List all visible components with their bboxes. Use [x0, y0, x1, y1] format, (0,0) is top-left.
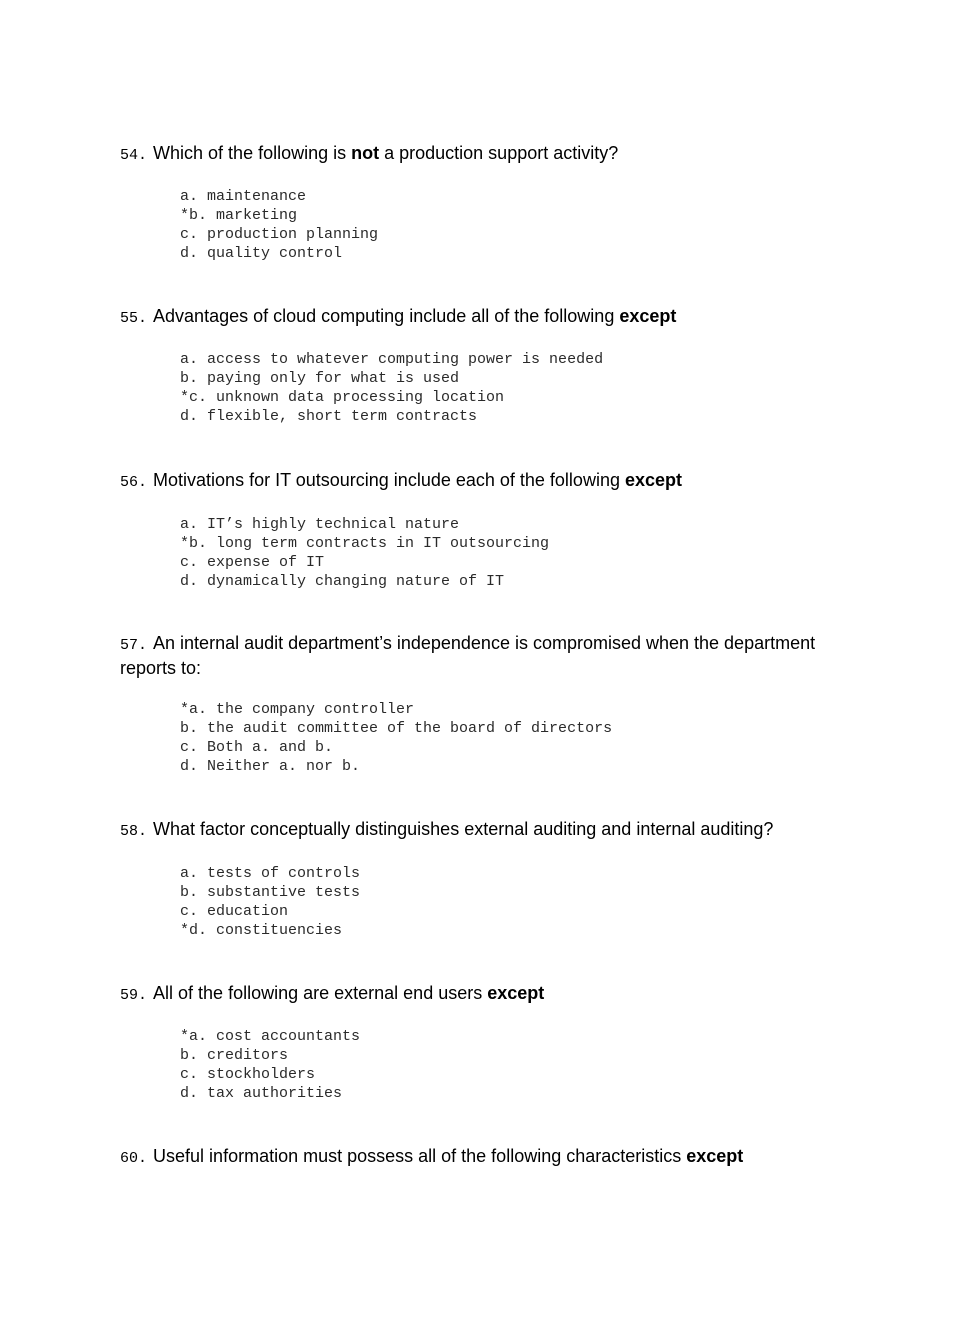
option-list	[180, 515, 840, 591]
question-number-dot: .	[138, 823, 148, 840]
question-emphasis: except	[487, 983, 545, 1003]
question-number-dot: .	[138, 310, 148, 327]
question-number-dot: .	[138, 1150, 148, 1167]
question-text: Useful information must possess all of the following characteristics	[153, 1146, 687, 1166]
option-d: *d. constituencies	[180, 922, 343, 939]
question-number: 54	[120, 147, 139, 164]
question-emphasis: except	[624, 470, 683, 490]
question-number: 59	[120, 987, 139, 1004]
question-emphasis: not	[351, 143, 380, 163]
option-c: c. stockholders	[180, 1066, 316, 1083]
question-stem	[120, 469, 840, 494]
option-d: d. tax authorities	[180, 1085, 343, 1102]
question-number: 58	[120, 823, 139, 840]
option-d: d. dynamically changing nature of IT	[180, 573, 505, 590]
question-text: Motivations for IT outsourcing include each of the following	[153, 470, 625, 490]
option-a: *a. the company controller	[180, 701, 415, 718]
question-stem	[120, 632, 840, 679]
option-list	[180, 1027, 840, 1103]
question-stem	[120, 305, 840, 330]
question-text: All of the following are external end users	[153, 983, 488, 1003]
question-number: 55	[120, 310, 139, 327]
option-list	[180, 350, 840, 426]
question-55	[120, 305, 840, 426]
option-a: a. access to whatever computing power is needed	[180, 351, 604, 368]
option-a: a. IT’s highly technical nature	[180, 516, 460, 533]
question-stem	[120, 982, 840, 1007]
option-c: c. production planning	[180, 226, 379, 243]
question-text-end: a production support activity?	[379, 143, 619, 163]
question-54	[120, 142, 840, 263]
option-a: *a. cost accountants	[180, 1028, 361, 1045]
question-stem	[120, 818, 840, 843]
question-stem	[120, 1145, 840, 1170]
question-56	[120, 469, 840, 591]
question-number: 57	[120, 637, 139, 654]
question-stem	[120, 142, 840, 167]
question-text: An internal audit department’s independence is compromised when the department reports to:	[120, 633, 816, 678]
option-b: b. creditors	[180, 1047, 289, 1064]
option-list	[180, 864, 840, 940]
option-b: *b. marketing	[180, 207, 298, 224]
option-a: a. maintenance	[180, 188, 307, 205]
option-b: b. paying only for what is used	[180, 370, 460, 387]
option-list	[180, 700, 840, 776]
option-d: d. Neither a. nor b.	[180, 758, 361, 775]
question-number: 60	[120, 1150, 139, 1167]
option-list	[180, 187, 840, 263]
option-c: *c. unknown data processing location	[180, 389, 505, 406]
question-58	[120, 818, 840, 940]
question-text: What factor conceptually distinguishes external auditing and internal auditing?	[153, 819, 774, 839]
question-number-dot: .	[138, 987, 148, 1004]
option-d: d. quality control	[180, 245, 343, 262]
question-57	[120, 632, 840, 776]
question-number: 56	[120, 474, 139, 491]
option-c: c. expense of IT	[180, 554, 325, 571]
question-60	[120, 1145, 840, 1170]
question-emphasis: except	[619, 306, 677, 326]
question-emphasis: except	[686, 1146, 744, 1166]
option-c: c. Both a. and b.	[180, 739, 334, 756]
question-number-dot: .	[138, 637, 148, 654]
option-d: d. flexible, short term contracts	[180, 408, 478, 425]
question-text: Which of the following is	[153, 143, 352, 163]
option-b: b. the audit committee of the board of directors	[180, 720, 613, 737]
option-b: *b. long term contracts in IT outsourcing	[180, 535, 550, 552]
question-number-dot: .	[138, 147, 148, 164]
option-c: c. education	[180, 903, 289, 920]
question-text: Advantages of cloud computing include all of the following	[153, 306, 620, 326]
option-a: a. tests of controls	[180, 865, 361, 882]
question-59	[120, 982, 840, 1103]
question-number-dot: .	[138, 474, 148, 491]
option-b: b. substantive tests	[180, 884, 361, 901]
